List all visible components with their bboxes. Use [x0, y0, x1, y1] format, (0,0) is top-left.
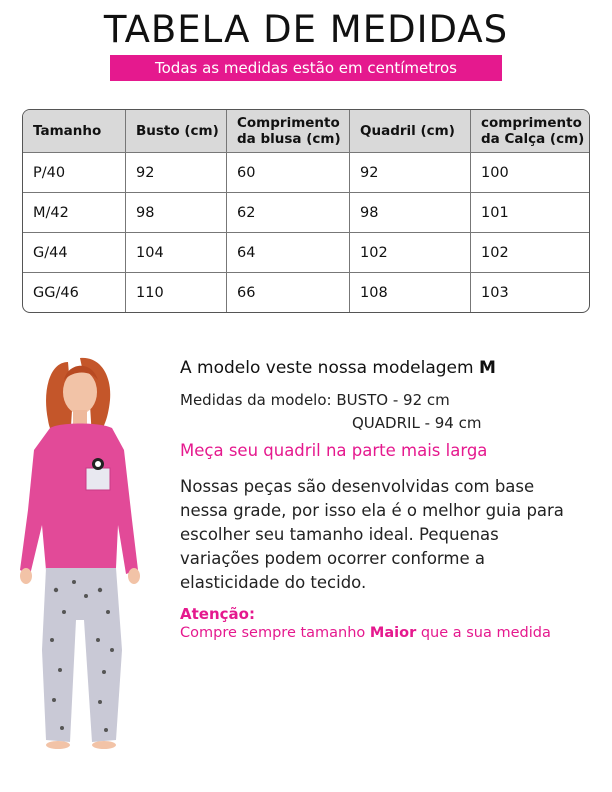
cell: 66 [227, 273, 350, 312]
cell: 98 [350, 193, 471, 233]
table-row [23, 233, 589, 273]
cell: 108 [350, 273, 471, 312]
model-measures-busto: Medidas da modelo: BUSTO - 92 cm [180, 391, 450, 409]
table-header-row [23, 110, 589, 153]
header-busto: Busto (cm) [126, 110, 227, 153]
attention-prefix: Compre sempre tamanho [180, 625, 366, 641]
cell: 60 [227, 153, 350, 193]
table-row [23, 273, 589, 312]
cell: 102 [471, 233, 589, 273]
cell: 100 [471, 153, 589, 193]
header-quadril: Quadril (cm) [350, 110, 471, 153]
header-comprimento-blusa: Comprimento da blusa (cm) [227, 110, 350, 153]
model-photo [20, 350, 170, 750]
cell: 62 [227, 193, 350, 233]
cell: 110 [126, 273, 227, 312]
cell: 92 [126, 153, 227, 193]
attention-bold: Maior [369, 625, 417, 641]
cell: 104 [126, 233, 227, 273]
model-measures-quadril: QUADRIL - 94 cm [352, 414, 482, 432]
header-tamanho: Tamanho [23, 110, 126, 153]
cell: 103 [481, 284, 509, 301]
table-row [23, 153, 589, 193]
attention-suffix: que a sua medida [420, 625, 551, 641]
cell: 101 [471, 193, 589, 233]
cell: M/42 [23, 193, 126, 233]
cell: 64 [227, 233, 350, 273]
model-size: M [478, 358, 496, 378]
size-guide-paragraph: Nossas peças são desenvolvidas com base nessa grade, por isso ela é o melhor guia para escolher seu tamanho ideal. Pequenas variações podem ocorrer conforme a elasticidade do tecido. [180, 477, 564, 592]
cell: 92 [350, 153, 471, 193]
attention-text [180, 625, 551, 641]
hip-tip: Meça seu quadril na parte mais larga [180, 441, 488, 460]
table-row [23, 193, 589, 233]
cell: G/44 [23, 233, 126, 273]
page-title: TABELA DE MEDIDAS [103, 8, 509, 51]
model-wears-text: A modelo veste nossa modelagem [180, 358, 474, 378]
subtitle-banner: Todas as medidas estão em centímetros [110, 55, 502, 81]
cell: GG/46 [23, 273, 126, 312]
cell: 102 [350, 233, 471, 273]
cell: 98 [126, 193, 227, 233]
cell: P/40 [23, 153, 126, 193]
attention-title: Atenção: [180, 605, 255, 623]
header-comprimento-calca: comprimento da Calça (cm) [471, 110, 589, 153]
model-wears-line [180, 358, 496, 378]
size-table [22, 109, 590, 313]
